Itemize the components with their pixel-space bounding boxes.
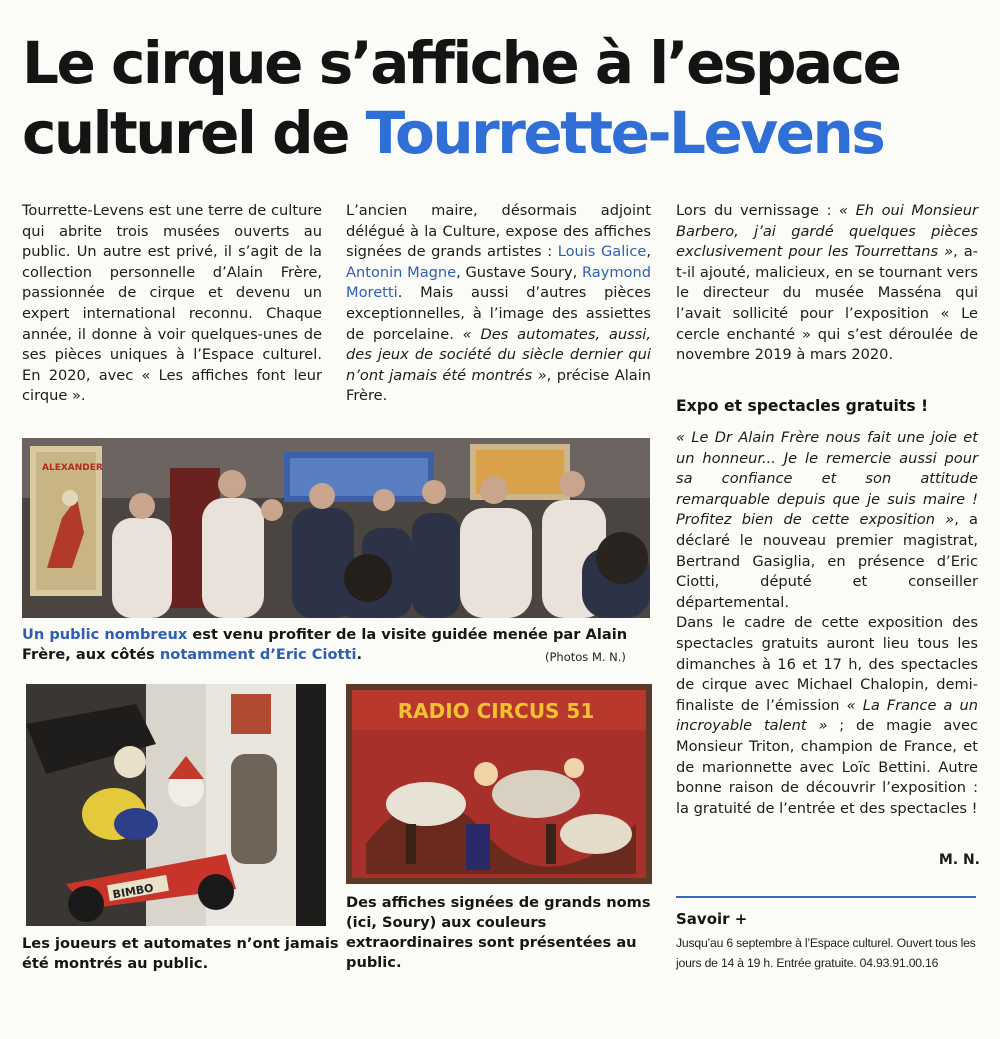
divider xyxy=(676,896,976,898)
caption-text: est venu profiter de la visite guidée menée par Alain Frère, aux côtés xyxy=(22,626,628,663)
column-1-text: Tourrette-Levens est une terre de culture qui abrite trois musées ouverts au public. Un autre est privé, il s’agit de la collection personnelle d’Alain Frère, passionnée de cirque et devenu un expert international reconnu. Chaque année, il donne à voir quelques-unes de ses pièces uniques à l’Espace culturel. En 2020, avec « Les affiches font leur cirque ». xyxy=(22,202,322,405)
headline-place: Tourrette-Levens xyxy=(365,99,884,167)
separator: , Gustave Soury, xyxy=(456,263,582,281)
poster-photo-image xyxy=(346,684,652,884)
info-box-title: Savoir + xyxy=(676,910,748,928)
headline-text: Le cirque s’affiche à l’espace culturel de xyxy=(22,29,900,167)
column-2-end: , précise Alain Frère. xyxy=(346,366,651,405)
mayor-quote-paragraph xyxy=(676,428,978,613)
caption-poster xyxy=(346,893,656,973)
quote: « Des automates, aussi, des jeux de société du siècle dernier qui n’ont jamais été montrés » xyxy=(346,325,651,384)
separator: , xyxy=(646,243,651,261)
article-column-2 xyxy=(346,201,651,407)
caption-end: . xyxy=(356,646,363,663)
subheading: Expo et spectacles gratuits ! xyxy=(676,397,929,415)
article-column-3 xyxy=(676,201,978,366)
info-box-text: Jusqu’au 6 septembre à l’Espace culturel. Ouvert tous les jours de 14 à 19 h. Entrée gratuite. 04.93.91.00.16 xyxy=(676,936,976,970)
column-3-body: , a-t-il ajouté, malicieux, en se tournant vers le directeur du musée Masséna qui l’avait sollicité pour l’exposition « Le cercle enchanté » qui s’est déroulée de novembre 2019 à mars 2020. xyxy=(676,243,978,364)
column-3-text xyxy=(676,201,978,366)
tv-show-title: « La France a un incroyable talent » xyxy=(676,696,978,735)
caption-automates xyxy=(22,934,342,974)
caption-highlight: Un public nombreux xyxy=(22,626,188,643)
poster-title: RADIO CIRCUS 51 xyxy=(397,699,595,723)
byline: M. N. xyxy=(938,852,980,868)
shows-paragraph xyxy=(676,613,978,819)
headline xyxy=(22,28,982,168)
photo-automates xyxy=(26,684,326,926)
quote: « Le Dr Alain Frère nous fait une joie et un honneur... Je le remercie aussi pour sa confiance et son attitude remarquable depuis que je suis maire ! Profitez bien de cette exposition » xyxy=(676,429,978,529)
column-2-text xyxy=(346,201,651,407)
automates-photo-image xyxy=(26,684,326,926)
artist-name: Raymond Moretti xyxy=(346,263,651,302)
photo-poster xyxy=(346,684,652,884)
poster-top-text: ALEXANDER xyxy=(42,463,103,473)
column-2-intro: L’ancien maire, désormais adjoint délégué à la Culture, expose des affiches signées de grands artistes : xyxy=(346,202,651,261)
article-column-3-continued xyxy=(676,428,978,819)
car-label: BIMBO xyxy=(111,881,155,902)
caption-text: Les joueurs et automates n’ont jamais été montrés au public. xyxy=(22,935,339,972)
artist-name: Antonin Magne xyxy=(346,263,457,281)
quote: « Eh oui Monsieur Barbero, j’ai gardé quelques pièces exclusivement pour les Tourrettans » xyxy=(676,202,978,261)
column-2-body: . Mais aussi d’autres pièces exceptionnelles, à l’image des assiettes de porcelaine. xyxy=(346,284,651,343)
crowd-photo-image xyxy=(22,438,650,618)
column-3-intro: Lors du vernissage : xyxy=(676,202,840,219)
photo-crowd xyxy=(22,438,650,618)
caption-highlight: notamment d’Eric Ciotti xyxy=(159,646,357,663)
caption-text: Des affiches signées de grands noms (ici, Soury) aux couleurs extraordinaires sont présentées au public. xyxy=(346,894,651,971)
artist-name: Louis Galice xyxy=(557,243,647,261)
photo-credit: (Photos M. N.) xyxy=(545,650,626,664)
shows-text: Dans le cadre de cette exposition des spectacles gratuits auront lieu tous les dimanches à 16 et 17 h, des spectacles de cirque avec Michael Chalopin, demi-finaliste de l’émission xyxy=(676,614,978,714)
shows-text-end: ; de magie avec Monsieur Triton, champion de France, et de marionnette avec Loïc Bettini. Autre bonne raison de découvrir l’exposition : la gratuité de l’entrée et des spectacles ! xyxy=(676,717,978,817)
mayor-attribution: , a déclaré le nouveau premier magistrat, Bertrand Gasiglia, en présence d’Eric Ciotti, député et conseiller départemental. xyxy=(676,511,978,611)
article-column-1 xyxy=(22,201,322,407)
